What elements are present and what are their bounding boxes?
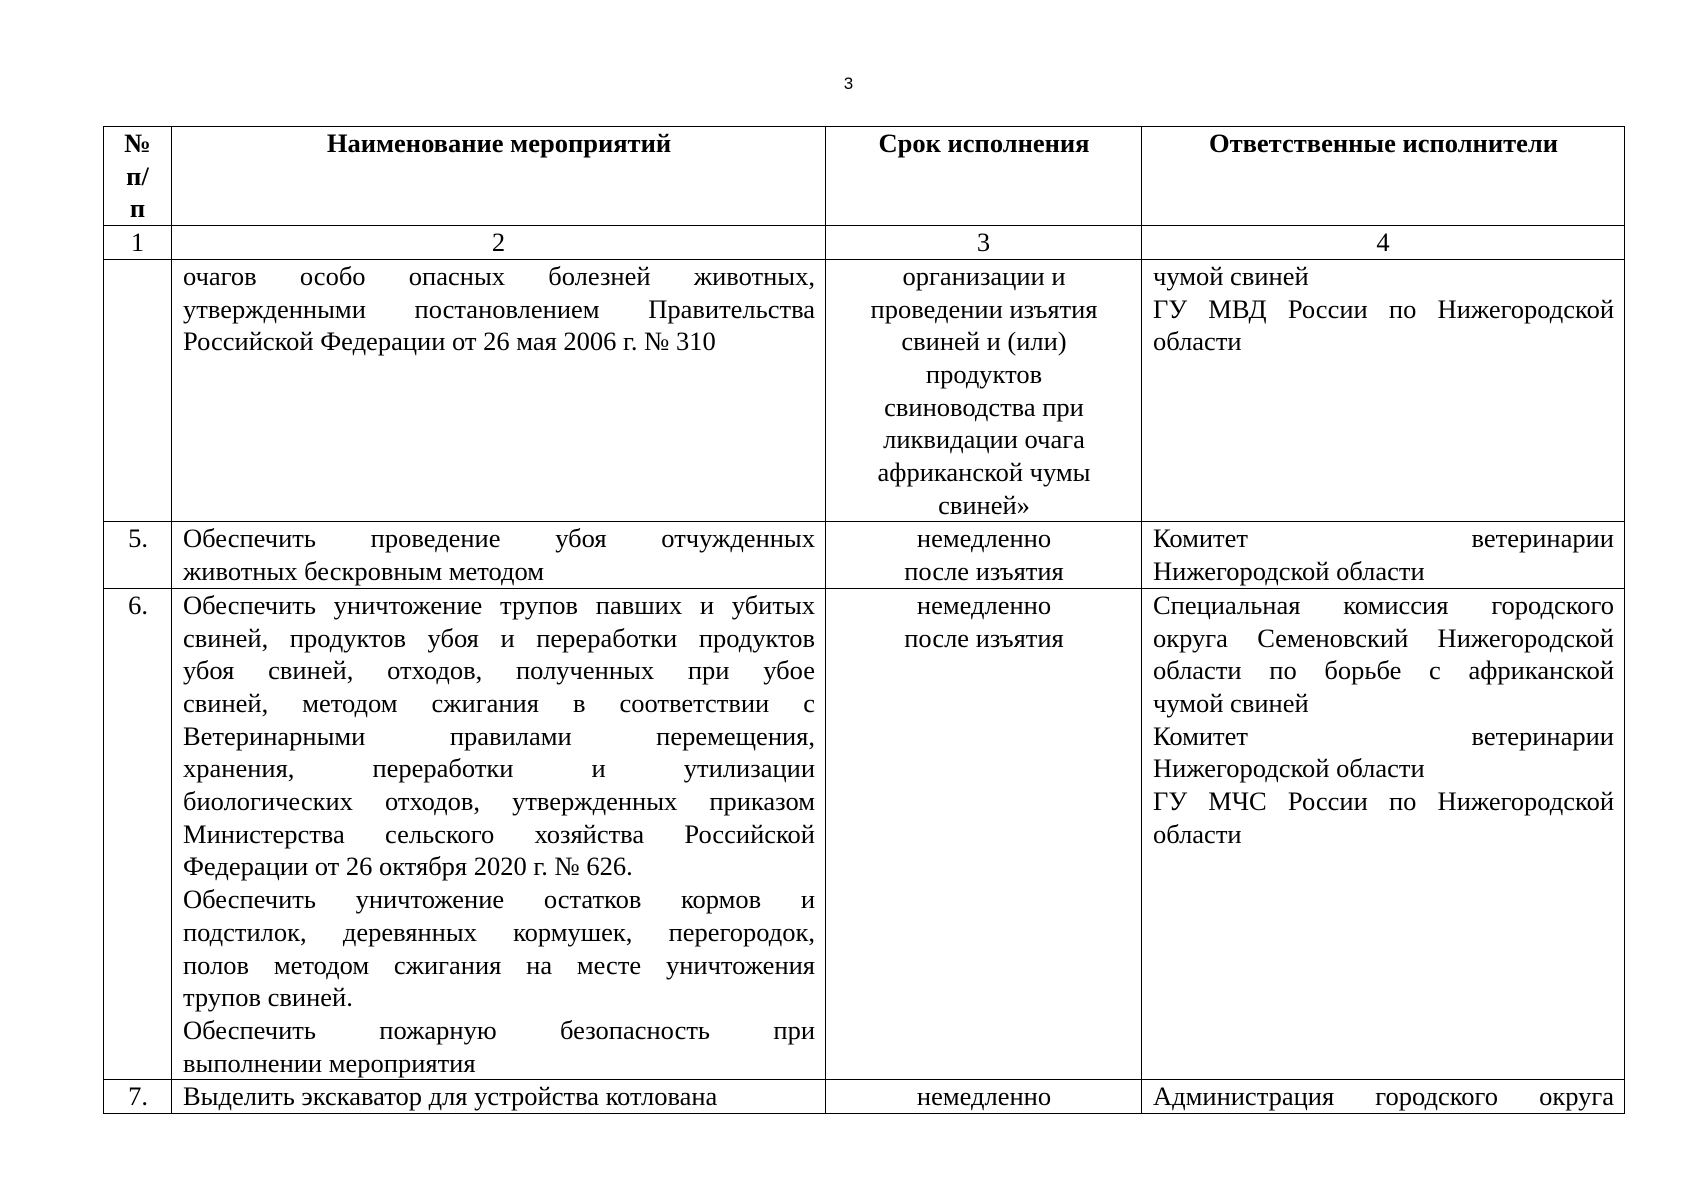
responsible-cell xyxy=(1142,522,1625,588)
measure-text-line: выполнении мероприятия xyxy=(183,1047,476,1078)
responsible-text-line: округа Семеновский Нижегородской xyxy=(1153,622,1614,653)
row-number: 7. xyxy=(104,1080,172,1114)
measure-text-line: свиней, продуктов убоя и переработки продуктов xyxy=(183,622,815,653)
responsible-text-line: ГУ МЧС России по Нижегородской xyxy=(1153,786,1614,817)
page-number: 3 xyxy=(843,74,854,93)
deadline-text-line: свиноводства при xyxy=(884,391,1084,422)
measure-text-line: Федерации от 26 октября 2020 г. № 626. xyxy=(183,851,633,882)
deadline-text-line: проведении изъятия xyxy=(870,293,1098,324)
column-number: 1 xyxy=(104,226,172,260)
measure-text-line: подстилок, деревянных кормушек, перегородок, xyxy=(183,916,815,947)
measure-text-line: биологических отходов, утвержденных приказом xyxy=(183,786,815,817)
responsible-text-line: Комитет ветеринарии xyxy=(1153,720,1614,751)
deadline-text-line: свиней» xyxy=(938,489,1030,520)
measure-text-line: Обеспечить проведение убоя отчужденных xyxy=(183,523,815,554)
deadline-text-line: немедленно xyxy=(916,589,1052,620)
header-number: № п/п xyxy=(104,127,172,226)
measure-text-line: Обеспечить пожарную безопасность при xyxy=(183,1014,815,1045)
measure-text-line: очагов особо опасных болезней животных, xyxy=(183,260,815,291)
measure-text-line: Обеспечить уничтожение трупов павших и убитых xyxy=(183,589,815,620)
measure-cell xyxy=(172,522,826,588)
table-row xyxy=(104,259,1625,522)
measure-text-line: трупов свиней. xyxy=(183,982,353,1013)
deadline-text-line: после изъятия xyxy=(904,622,1064,653)
responsible-cell xyxy=(1142,588,1625,1080)
responsible-text-line: ГУ МВД России по Нижегородской xyxy=(1153,293,1614,324)
measure-text-line: Выделить экскаватор для устройства котлована xyxy=(183,1081,718,1112)
responsible-text-line: области по борьбе с африканской xyxy=(1153,655,1614,686)
deadline-text-line: продуктов xyxy=(925,358,1043,389)
measure-cell xyxy=(172,588,826,1080)
responsible-text-line: чумой свиней xyxy=(1153,687,1309,718)
measures-table xyxy=(103,126,1625,1114)
deadline-text-line: немедленно xyxy=(916,523,1052,554)
deadline-cell xyxy=(826,259,1142,522)
column-number-row xyxy=(104,226,1625,260)
deadline-text-line: африканской чумы xyxy=(877,457,1091,488)
measure-text-line: утвержденными постановлением Правительства xyxy=(183,293,815,324)
measure-text-line: свиней, методом сжигания в соответствии с xyxy=(183,687,815,718)
responsible-cell xyxy=(1142,1080,1625,1114)
deadline-cell xyxy=(826,588,1142,1080)
table-row xyxy=(104,1080,1625,1114)
table-row xyxy=(104,588,1625,1080)
measure-cell xyxy=(172,1080,826,1114)
column-number: 2 xyxy=(172,226,826,260)
deadline-text-line: свиней и (или) xyxy=(901,326,1067,357)
table-row xyxy=(104,522,1625,588)
column-number: 4 xyxy=(1142,226,1625,260)
responsible-cell xyxy=(1142,259,1625,522)
measure-cell xyxy=(172,259,826,522)
row-number: 6. xyxy=(104,588,172,1080)
responsible-text-line: чумой свиней xyxy=(1153,260,1309,291)
deadline-text-line: ликвидации очага xyxy=(883,424,1085,455)
responsible-text-line: Нижегородской области xyxy=(1153,556,1425,587)
measure-text-line: убоя свиней, отходов, полученных при убое xyxy=(183,655,815,686)
deadline-text-line: организации и xyxy=(902,260,1066,291)
deadline-cell xyxy=(826,1080,1142,1114)
header-measures: Наименование мероприятий xyxy=(172,127,826,226)
measure-text-line: Российской Федерации от 26 мая 2006 г. № 310 xyxy=(183,326,716,357)
measure-text-line: полов методом сжигания на месте уничтожения xyxy=(183,949,815,980)
header-responsible: Ответственные исполнители xyxy=(1142,127,1625,226)
row-number: 5. xyxy=(104,522,172,588)
header-deadline: Срок исполнения xyxy=(826,127,1142,226)
table-header-row xyxy=(104,127,1625,226)
measure-text-line: Ветеринарными правилами перемещения, xyxy=(183,720,815,751)
row-number xyxy=(104,259,172,522)
measure-text-line: Обеспечить уничтожение остатков кормов и xyxy=(183,884,815,915)
measure-text-line: Министерства сельского хозяйства Российской xyxy=(183,818,815,849)
deadline-text-line: после изъятия xyxy=(904,556,1064,587)
responsible-text-line: области xyxy=(1153,326,1242,357)
responsible-text-line: Комитет ветеринарии xyxy=(1153,523,1614,554)
deadline-text-line: немедленно xyxy=(916,1081,1052,1112)
column-number: 3 xyxy=(826,226,1142,260)
measure-text-line: хранения, переработки и утилизации xyxy=(183,753,815,784)
deadline-cell xyxy=(826,522,1142,588)
measure-text-line: животных бескровным методом xyxy=(183,556,544,587)
responsible-text-line: Специальная комиссия городского xyxy=(1153,589,1614,620)
responsible-text-line: Администрация городского округа xyxy=(1153,1081,1614,1112)
responsible-text-line: Нижегородской области xyxy=(1153,753,1425,784)
responsible-text-line: области xyxy=(1153,818,1242,849)
